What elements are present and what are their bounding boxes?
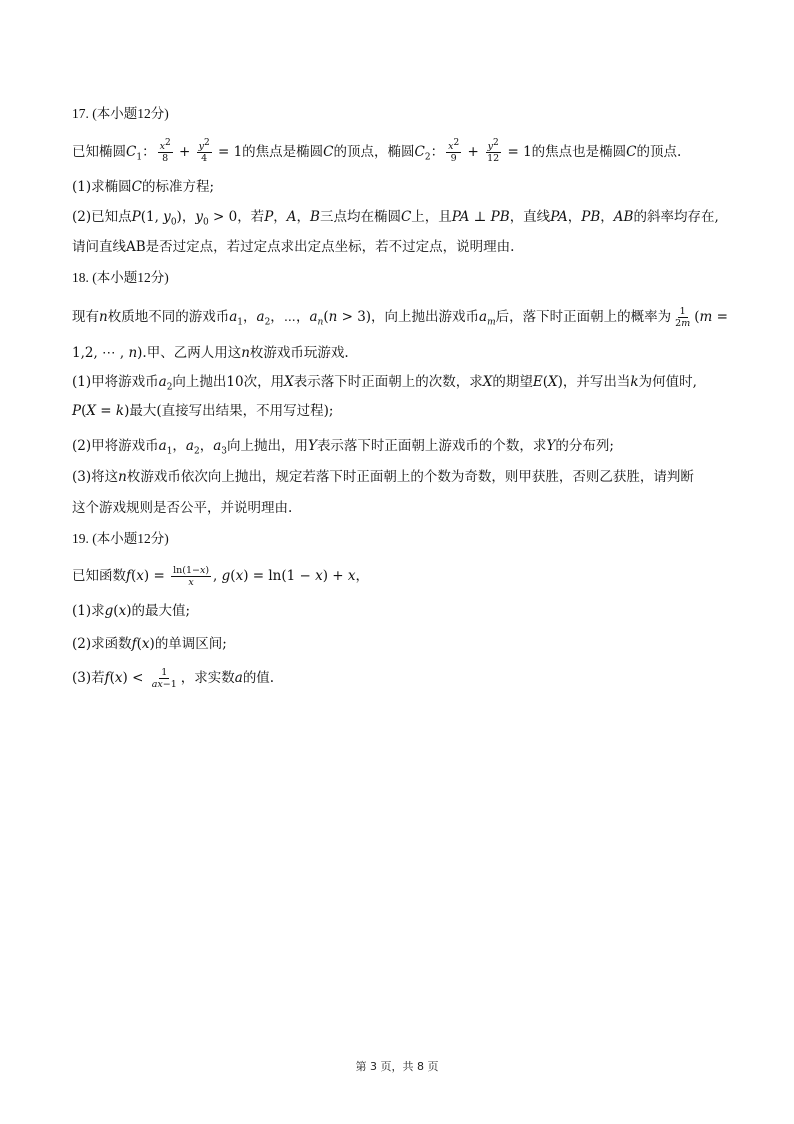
q19-part3: (3)若f(x) < $\frac{1}{ax-1}$ ，求实数a的值. — [72, 667, 275, 690]
q18-part3-line2: 这个游戏规则是否公平，并说明理由. — [72, 500, 293, 516]
q18-part2: (2)甲将游戏币$a_1$，$a_2$，$a_3$向上抛出，用Y表示落下时正面朝上游戏币的个数，求Y的分布列; — [72, 438, 614, 457]
q18-part1: (1)甲将游戏币$a_2$向上抛出10次，用X表示落下时正面朝上的次数，求X的期望E(X)，并写出当k为何值时, — [72, 374, 697, 393]
q19-part2: (2)求函数f(x)的单调区间; — [72, 636, 227, 652]
q17-stem: 已知椭圆$C_1$： $\frac{x^2}{8}$ + $\frac{y^2}{4}$ = 1的焦点是椭圆C的顶点，椭圆$C_2$： $\frac{x^2}{9}$ + $\frac{y^2}{12}$ = 1的焦点也是椭圆C的顶点. — [72, 137, 682, 164]
q17-header: 17. (本小题12分) — [72, 106, 169, 121]
q18-stem: 现有n枚质地不同的游戏币$a_1$，$a_2$，⋯，$a_n(n > 3)$，向上抛出游戏币$a_m$后，落下时正面朝上的概率为 $\frac{1}{2m}$ (m = — [72, 306, 728, 329]
q17-part1: (1)求椭圆C的标准方程; — [72, 179, 215, 195]
q17-part2-line2: 请问直线AB是否过定点，若过定点求出定点坐标，若不过定点，说明理由. — [72, 239, 515, 255]
q19-header: 19. (本小题12分) — [72, 531, 169, 546]
q18-header: 18. (本小题12分) — [72, 270, 169, 285]
page-footer: 第 3 页，共 8 页 — [355, 1060, 439, 1073]
q18-part3: (3)将这n枚游戏币依次向上抛出，规定若落下时正面朝上的个数为奇数，则甲获胜，否则乙获胜，请判断 — [72, 469, 694, 485]
q18-stem-line2: 1,2, ⋯ , n).甲、乙两人用这n枚游戏币玩游戏. — [72, 345, 349, 361]
q17-part2: (2)已知点P(1, $y_0$)，$y_0 > 0$，若P，A，B三点均在椭圆C上，且PA ⊥ PB，直线PA，PB，AB的斜率均存在, — [72, 209, 719, 228]
q19-part1: (1)求g(x)的最大值; — [72, 603, 191, 619]
q18-part1-line2: P(X = k)最大(直接写出结果，不用写过程); — [72, 403, 334, 419]
q19-stem: 已知函数f(x) = $\frac{\ln(1-x)}{x}$ , g(x) = ln(1 − x) + x， — [72, 565, 370, 588]
